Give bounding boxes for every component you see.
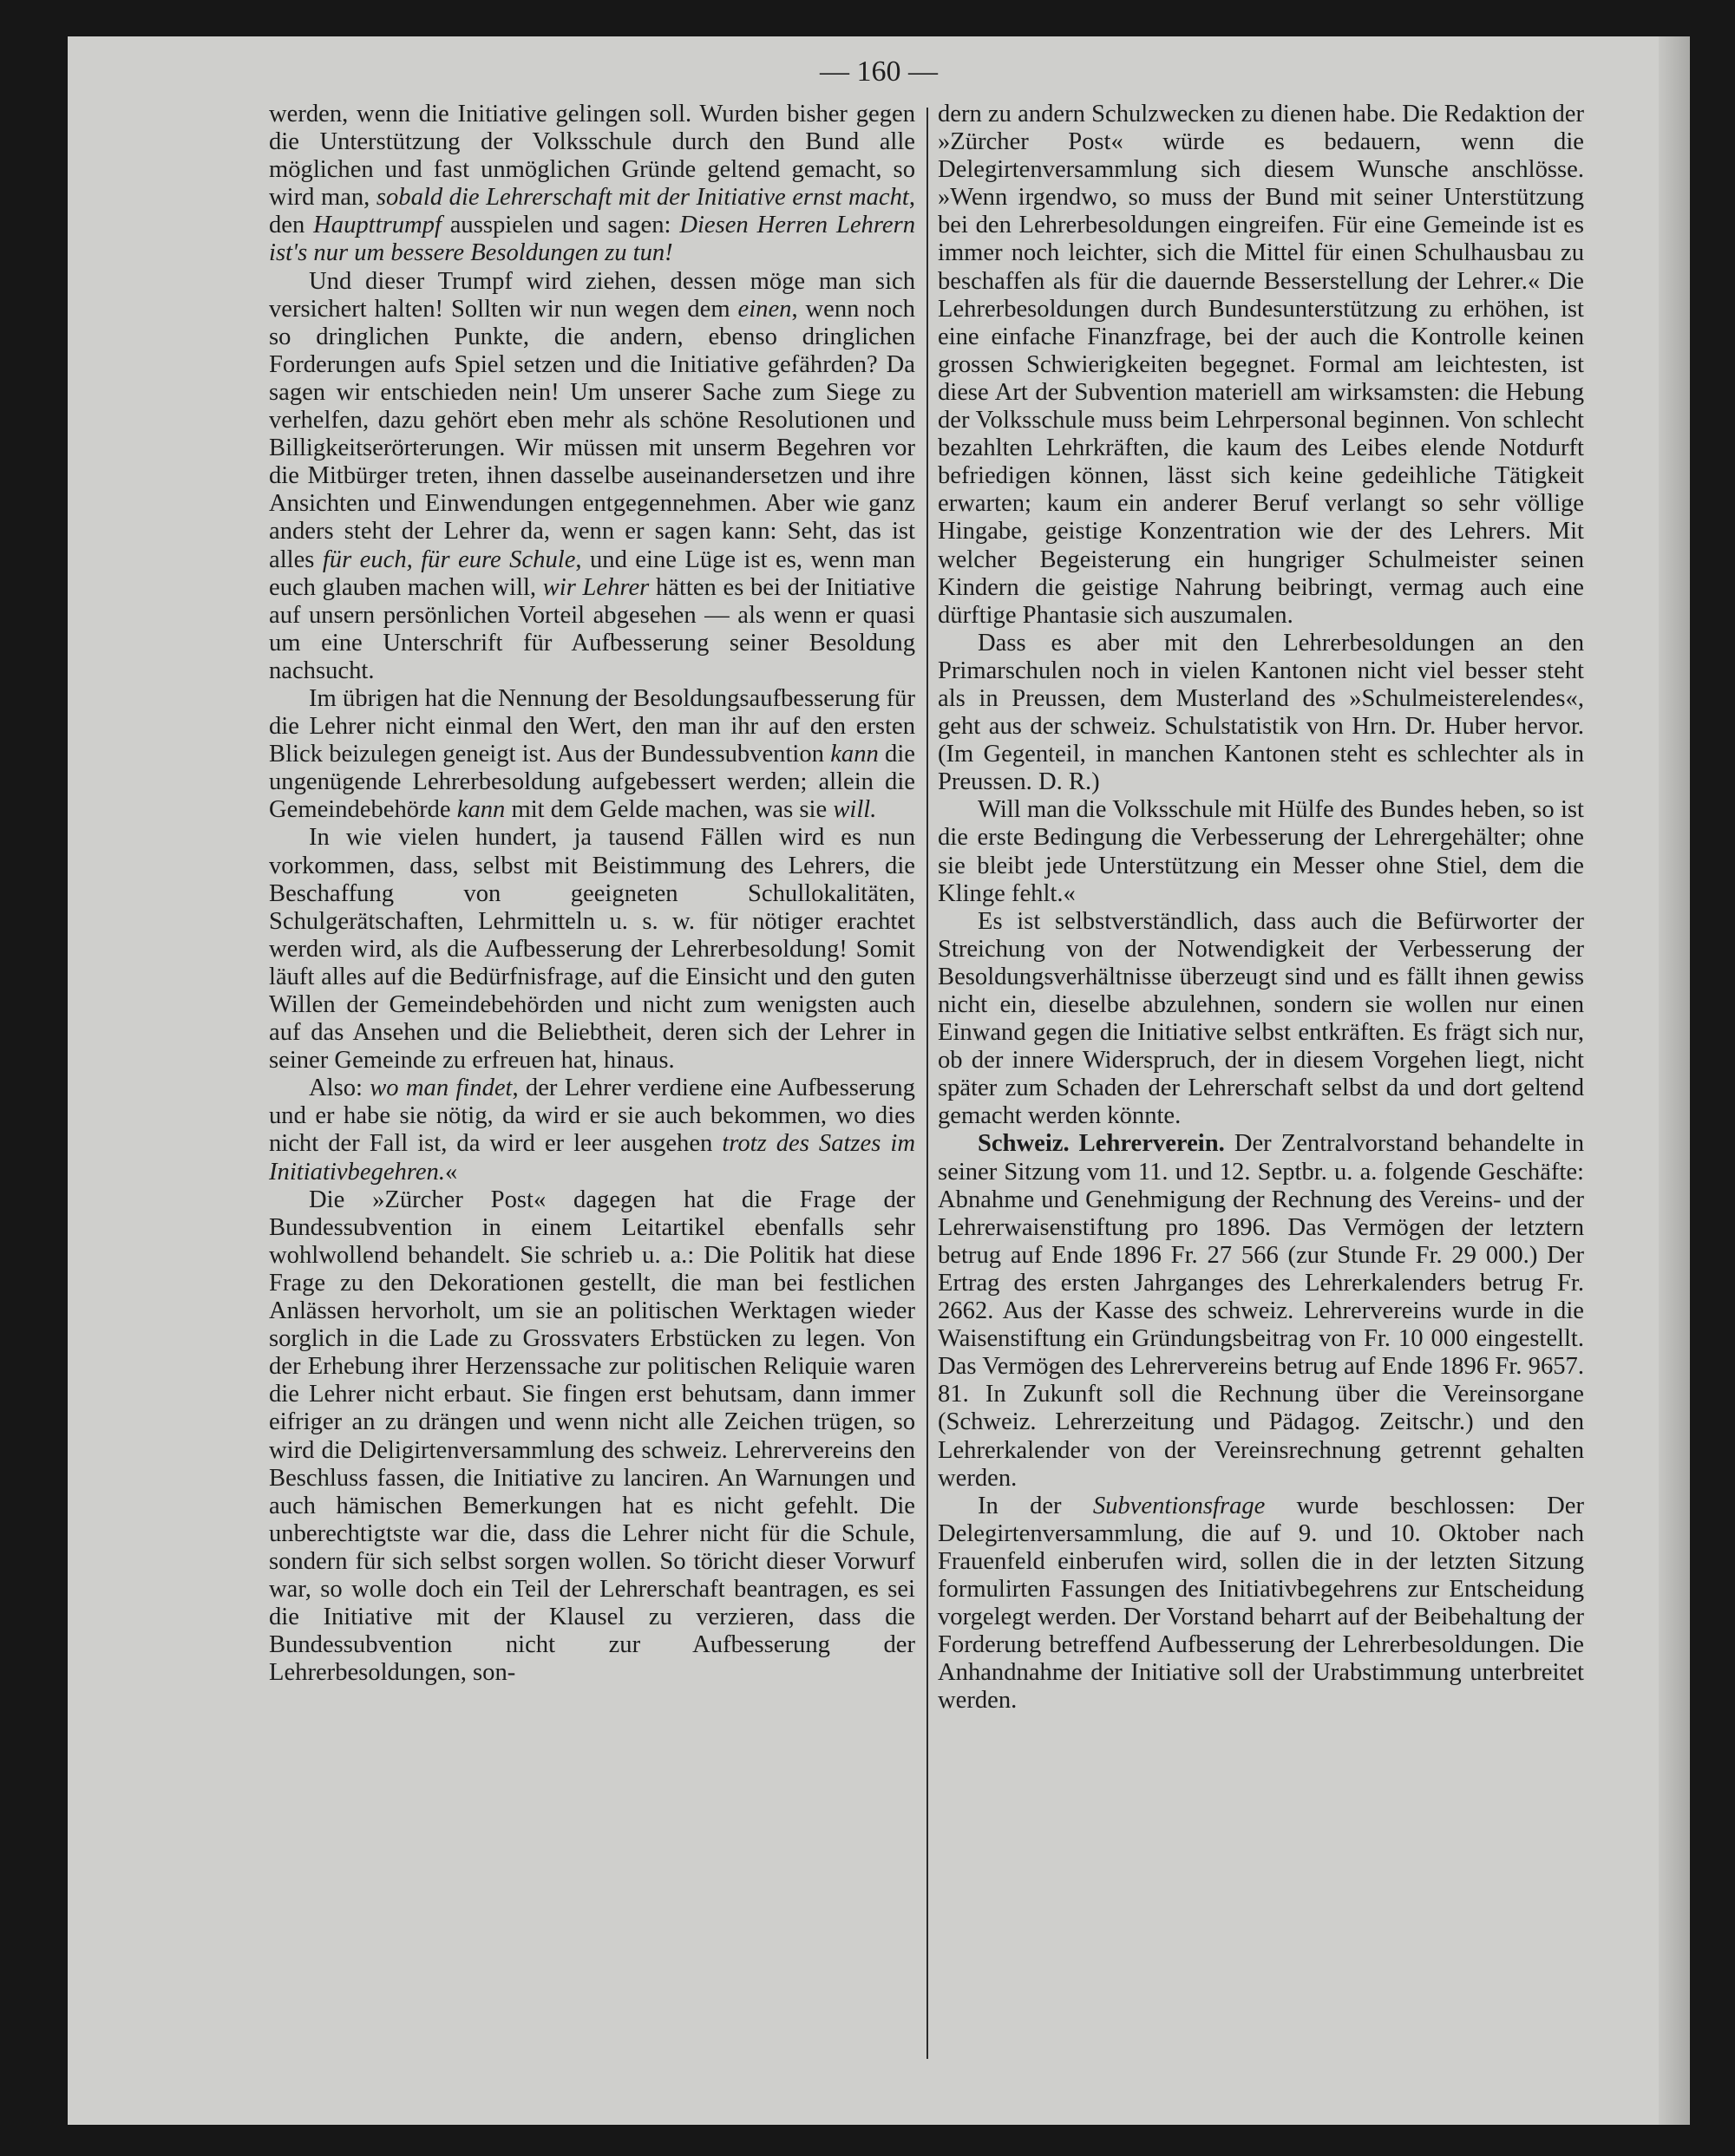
paragraph: dern zu andern Schulzwecken zu dienen habe. Die Redaktion der »Zürcher Post« würde es bedauern, wenn die Delegirtenversammlung sich diesem Wunsche anschlösse. »Wenn irgendwo, so muss der Bund mit seiner Unterstützung bei den Lehrerbesoldungen eingreifen. Für eine Gemeinde ist es immer noch leichter, sich die Mittel für einen Schulhausbau zu beschaffen als für die dauernde Besserstellung der Lehrer.« Die Lehrerbesoldungen durch Bundesunterstützung zu erhöhen, ist eine einfache Finanzfrage, bei der auch die Kontrolle keinen grossen Schwierigkeiten begegnet. Formal am leichtesten, ist diese Art der Subvention materiell am wirksamsten: die Hebung der Volksschule muss beim Lehrpersonal beginnen. Von schlecht bezahlten Lehrkräften, die kaum des Leibes elende Notdurft befriedigen können, lässt sich keine gedeihliche Tätigkeit erwarten; kaum ein anderer Beruf verlangt so sehr völlige Hingabe, geistige Konzentration wie der des Lehrers. Mit welcher Begeisterung ein hungriger Schulmeister seinen Kindern die geistige Nahrung beibringt, vermag auch eine dürftige Phantasie sich auszumalen.: [938, 101, 1584, 629]
paragraph: Schweiz. Lehrerverein. Der Zentralvorstand behandelte in seiner Sitzung vom 11. und 12. Septbr. u. a. folgende Geschäfte: Abnahme und Genehmigung der Rechnung des Vereins- und der Lehrerwaisenstiftung pro 1896. Das Vermögen der letztern betrug auf Ende 1896 Fr. 27 566 (zur Stunde Fr. 29 000.) Der Ertrag des ersten Jahrganges des Lehrerkalenders betrug Fr. 2662. Aus der Kasse des schweiz. Lehrervereins wurde in die Waisenstiftung ein Gründungsbeitrag von Fr. 10 000 eingestellt. Das Vermögen des Lehrervereins betrug auf Ende 1896 Fr. 9657. 81. In Zukunft soll die Rechnung über die Vereinsorgane (Schweiz. Lehrerzeitung und Pädagog. Zeitschr.) und den Lehrerkalender von der Vereinsrechnung getrennt gehalten werden.: [938, 1130, 1584, 1492]
right-column: [938, 101, 1584, 1715]
paragraph: In der Subventionsfrage wurde beschlossen: Der Delegirtenversammlung, die auf 9. und 10. Oktober nach Frauenfeld einberufen wird, sollen die in der letzten Sitzung formulirten Fassungen des Initiativbegehrens zur Entscheidung vorgelegt werden. Der Vorstand beharrt auf der Beibehaltung der Forderung betreffend Aufbesserung der Lehrerbesoldungen. Die Anhandnahme der Initiative soll der Urabstimmung unterbreitet werden.: [938, 1492, 1584, 1715]
paragraph: Es ist selbstverständlich, dass auch die Befürworter der Streichung von der Notwendigkeit der Verbesserung der Besoldungsverhältnisse überzeugt sind und es fällt ihnen gewiss nicht ein, dieselbe abzulehnen, sondern sie wollen nur einen Einwand gegen die Initiative selbst entkräften. Es frägt sich nur, ob der innere Widerspruch, der in diesem Vorgehen liegt, nicht später zum Schaden der Lehrerschaft selbst da und dort geltend gemacht werden könnte.: [938, 907, 1584, 1130]
paragraph: Dass es aber mit den Lehrerbesoldungen an den Primarschulen noch in vielen Kantonen nicht viel besser steht als in Preussen, dem Musterland des »Schulmeisterelendes«, geht aus der schweiz. Schulstatistik von Hrn. Dr. Huber hervor. (Im Gegenteil, in manchen Kantonen steht es schlechter als in Preussen. D. R.): [938, 629, 1584, 796]
paragraph: Also: wo man findet, der Lehrer verdiene eine Aufbesserung und er habe sie nötig, da wird er sie auch bekommen, wo dies nicht der Fall ist, da wird er leer ausgehen trotz des Satzes im Initiativbegehren.«: [269, 1075, 915, 1186]
page-number: — 160 —: [820, 56, 938, 88]
scan-edge: [1659, 36, 1690, 2125]
left-column: [269, 101, 915, 1687]
column-divider: [926, 108, 928, 2059]
paragraph: Die »Zürcher Post« dagegen hat die Frage der Bundessubvention in einem Leitartikel ebenfalls sehr wohlwollend behandelt. Sie schrieb u. a.: Die Politik hat diese Frage zu den Dekorationen gestellt, die man bei festlichen Anlässen hervorholt, um sie an politischen Werktagen wieder sorglich in die Lade zu Grossvaters Erbstücken zu legen. Von der Erhebung ihrer Herzenssache zur politischen Reliquie waren die Lehrer nicht erbaut. Sie fingen erst behutsam, dann immer eifriger an zu drängen und wenn nicht alle Zeichen trügen, so wird die Deligirtenversammlung des schweiz. Lehrervereins den Beschluss fassen, die Initiative zu lanciren. An Warnungen und auch hämischen Bemerkungen hat es nicht gefehlt. Die unberechtigtste war die, dass die Lehrer nicht für die Schule, sondern für sich selbst sorgen wollen. So töricht dieser Vorwurf war, so wolle doch ein Teil der Lehrerschaft beantragen, es sei die Initiative mit der Klausel zu verzieren, dass die Bundessubvention nicht zur Aufbesserung der Lehrerbesoldungen, son-: [269, 1186, 915, 1687]
paragraph: In wie vielen hundert, ja tausend Fällen wird es nun vorkommen, dass, selbst mit Beistimmung des Lehrers, die Beschaffung von geeigneten Schullokalitäten, Schulgerätschaften, Lehrmitteln u. s. w. für nötiger erachtet werden wird, als die Aufbesserung der Lehrerbesoldung! Somit läuft alles auf die Bedürfnisfrage, auf die Einsicht und den guten Willen der Gemeindebehörden und nicht zum wenigsten auch auf das Ansehen und die Beliebtheit, deren sich der Lehrer in seiner Gemeinde zu erfreuen hat, hinaus.: [269, 824, 915, 1075]
newspaper-page: [68, 36, 1690, 2125]
paragraph: Im übrigen hat die Nennung der Besoldungsaufbesserung für die Lehrer nicht einmal den Wert, den man ihr auf den ersten Blick beizulegen geneigt ist. Aus der Bundessubvention kann die ungenügende Lehrerbesoldung aufgebessert werden; allein die Gemeindebehörde kann mit dem Gelde machen, was sie will.: [269, 684, 915, 824]
paragraph: Will man die Volksschule mit Hülfe des Bundes heben, so ist die erste Bedingung die Verbesserung der Lehrergehälter; ohne sie bleibt jede Unterstützung ein Messer ohne Stiel, dem die Klinge fehlt.«: [938, 796, 1584, 907]
paragraph: werden, wenn die Initiative gelingen soll. Wurden bisher gegen die Unterstützung der Volksschule durch den Bund alle möglichen und fast unmöglichen Gründe geltend gemacht, so wird man, sobald die Lehrerschaft mit der Initiative ernst macht, den Haupttrumpf ausspielen und sagen: Diesen Herren Lehrern ist's nur um bessere Besoldungen zu tun!: [269, 101, 916, 267]
paragraph: Und dieser Trumpf wird ziehen, dessen möge man sich versichert halten! Sollten wir nun wegen dem einen, wenn noch so dringlichen Punkte, die andern, ebenso dringlichen Forderungen aufs Spiel setzen und die Initiative gefährden? Da sagen wir entschieden nein! Um unserer Sache zum Siege zu verhelfen, dazu gehört eben mehr als schöne Resolutionen und Billigkeitserörterungen. Wir müssen mit unserm Begehren vor die Mitbürger treten, ihnen dasselbe auseinandersetzen und ihre Ansichten und Einwendungen entgegennehmen. Aber wie ganz anders steht der Lehrer da, wenn er sagen kann: Seht, das ist alles für euch, für eure Schule, und eine Lüge ist es, wenn man euch glauben machen will, wir Lehrer hätten es bei der Initiative auf unsern persönlichen Vorteil abgesehen — als wenn er quasi um eine Unterschrift für Aufbesserung seiner Besoldung nachsucht.: [269, 267, 916, 684]
